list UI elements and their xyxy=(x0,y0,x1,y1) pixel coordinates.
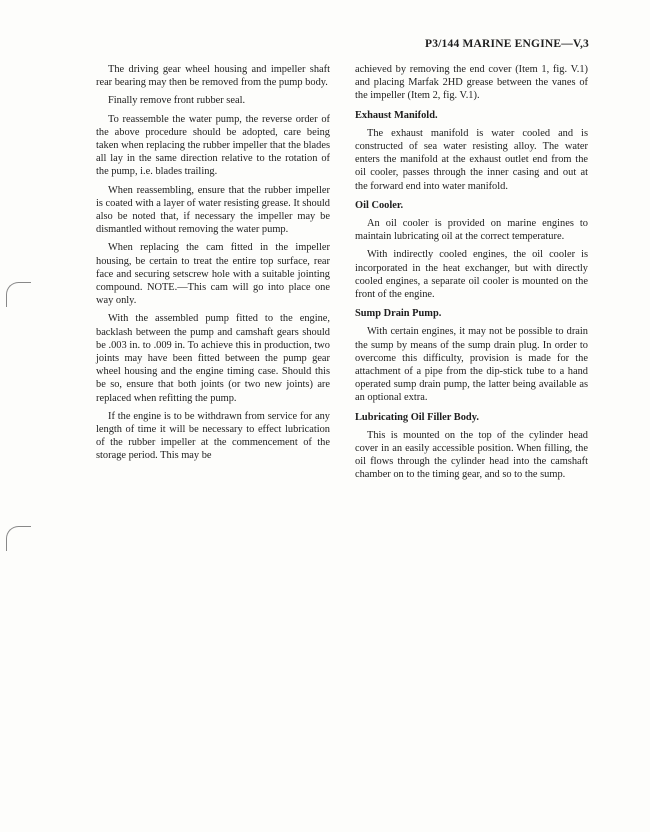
paragraph: With indirectly cooled engines, the oil cooler is incorporated in the heat exchanger, but with directly cooled engines, a separate oil cooler is mounted on the front of the engine. xyxy=(355,249,588,301)
continuation-paragraph: achieved by removing the end cover (Item 1, fig. V.1) and placing Marfak 2HD grease between the vanes of the impeller (Item 2, fig. V.1). xyxy=(355,64,588,102)
paragraph: If the engine is to be withdrawn from service for any length of time it will be necessary to effect lubrication of the rubber impeller at the commencement of the storage period. This may be xyxy=(96,410,330,462)
paragraph: The exhaust manifold is water cooled and is constructed of sea water resisting alloy. The water enters the manifold at the exhaust outlet end from the oil cooler, passes through the inner casing and out at the forward end into water manifold. xyxy=(355,127,588,192)
paragraph: With certain engines, it may not be possible to drain the sump by means of the sump drain plug. In order to overcome this difficulty, provision is made for the attachment of a pipe from the dip-stick tube to a hand operated sump drain pump, the latter being available as an optional extra. xyxy=(355,326,588,404)
page-header: P3/144 MARINE ENGINE—V,3 xyxy=(424,38,589,50)
punch-hole-mark xyxy=(6,282,31,307)
paragraph: Finally remove front rubber seal. xyxy=(108,95,246,107)
section-heading-oil-cooler: Oil Cooler. xyxy=(355,199,404,211)
paragraph: When reassembling, ensure that the rubber impeller is coated with a layer of water resisting grease. It should also be noted that, if necessary the impeller may be dismantled without removing the water pump. xyxy=(96,184,331,236)
paragraph: With the assembled pump fitted to the engine, backlash between the pump and camshaft gears should be .003 in. to .009 in. To achieve this in production, two joints may have been fitted between the pump gear wheel housing and the engine timing case. Should this be so, ensure that both joints (or two new joints) are replaced when refitting the pump. xyxy=(96,313,330,404)
right-column xyxy=(355,63,588,487)
section-heading-sump-drain-pump: Sump Drain Pump. xyxy=(355,308,442,320)
paragraph: An oil cooler is provided on marine engines to maintain lubricating oil at the correct temperature. xyxy=(355,218,588,243)
section-heading-exhaust-manifold: Exhaust Manifold. xyxy=(355,109,438,121)
paragraph: To reassemble the water pump, the reverse order of the above procedure should be adopted, care being taken when replacing the rubber impeller that the blades all lay in the same direction relative to the rotation of the pump, i.e. blades trailing. xyxy=(96,113,330,178)
punch-hole-mark xyxy=(6,526,31,551)
paragraph: When replacing the cam fitted in the impeller housing, be certain to treat the entire top surface, rear face and securing setscrew hole with a suitable jointing compound. NOTE.—This cam will go into place one way only. xyxy=(96,242,330,307)
paragraph: The driving gear wheel housing and impeller shaft rear bearing may then be removed from the pump body. xyxy=(96,64,330,89)
section-heading-lubricating-oil-filler-body: Lubricating Oil Filler Body. xyxy=(355,411,479,423)
paragraph: This is mounted on the top of the cylinder head cover in an easily accessible position. When filling, the oil flows through the cylinder head into the camshaft chamber on to the timing gear, and so to the sump. xyxy=(355,429,588,481)
left-column xyxy=(96,63,330,468)
